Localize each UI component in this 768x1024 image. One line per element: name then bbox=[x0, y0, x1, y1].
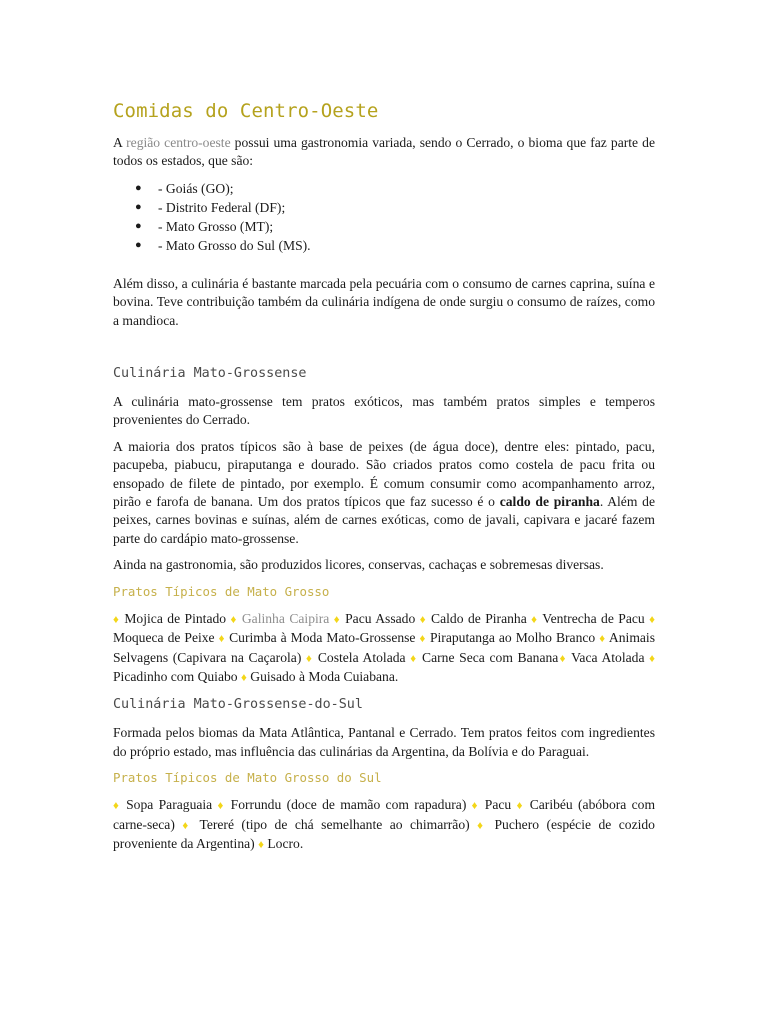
diamond-icon: ♦ bbox=[113, 800, 121, 813]
dish-item: Pacu bbox=[484, 797, 512, 813]
list-item: ● - Goiás (GO); bbox=[135, 180, 234, 196]
states-list bbox=[113, 179, 655, 255]
pecuaria-paragraph: Além disso, a culinária é bastante marcada pela pecuária com o consumo de carnes caprina, suína e bovina. Teve contribuição também da culinária indígena de onde surgiu o consumo de raízes, como a mandioca. bbox=[113, 275, 655, 328]
list-item: ● - Mato Grosso do Sul (MS). bbox=[135, 237, 311, 253]
diamond-icon: ♦ bbox=[410, 652, 418, 665]
dish-item: Vaca Atolada bbox=[571, 649, 645, 665]
diamond-icon: ♦ bbox=[258, 838, 264, 851]
dish-item: Sopa Paraguaia bbox=[126, 797, 213, 813]
dish-item: Tereré (tipo de chá semelhante ao chimarrão) bbox=[199, 816, 470, 832]
dish-item: Puchero (espécie de cozido proveniente da Argentina) bbox=[113, 816, 655, 851]
diamond-icon: ♦ bbox=[113, 613, 120, 626]
diamond-icon: ♦ bbox=[531, 613, 539, 626]
subheading-pratos-ms: Pratos Típicos de Mato Grosso do Sul bbox=[113, 770, 382, 786]
dish-item: Mojica de Pintado bbox=[124, 610, 227, 626]
diamond-icon: ♦ bbox=[419, 613, 427, 626]
diamond-icon: ♦ bbox=[230, 613, 238, 626]
diamond-icon: ♦ bbox=[599, 633, 606, 646]
dish-item: Forrundu (doce de mamão com rapadura) bbox=[230, 797, 467, 813]
dish-item: Caribéu (abóbora com carne-seca) bbox=[113, 797, 656, 832]
section-heading-ms: Culinária Mato-Grossense-do-Sul bbox=[113, 697, 363, 713]
dish-item: Moqueca de Peixe bbox=[113, 630, 215, 646]
dish-item[interactable]: Galinha Caipira bbox=[241, 610, 330, 626]
ms-paragraph-1: Formada pelos biomas da Mata Atlântica, Pantanal e Cerrado. Tem pratos feitos com ingredientes do próprio estado, mas influência das culinárias da Argentina, da Bolívia e do Paraguai. bbox=[113, 725, 655, 759]
mt-paragraph-3: Ainda na gastronomia, são produzidos licores, conservas, cachaças e sobremesas diversas. bbox=[113, 557, 604, 573]
dish-item: Curimba à Moda Mato-Grossense bbox=[229, 630, 416, 646]
dish-item: Caldo de Piranha bbox=[431, 610, 527, 626]
diamond-icon: ♦ bbox=[558, 652, 567, 665]
list-item: ● - Distrito Federal (DF); bbox=[135, 199, 286, 215]
dish-item: Guisado à Moda Cuiabana. bbox=[250, 668, 399, 684]
diamond-icon: ♦ bbox=[477, 819, 488, 832]
dish-item: Ventrecha de Pacu bbox=[542, 610, 645, 626]
diamond-icon: ♦ bbox=[182, 819, 193, 832]
bullet-icon: ● bbox=[135, 181, 142, 194]
intro-suffix: possui uma gastronomia variada, sendo o Cerrado, o bioma que faz parte de todos os estados, que são: bbox=[113, 135, 655, 169]
section-heading-mt: Culinária Mato-Grossense bbox=[113, 366, 307, 382]
document-content bbox=[113, 98, 655, 862]
diamond-icon: ♦ bbox=[419, 633, 426, 646]
dish-item: Pacu Assado bbox=[345, 610, 416, 626]
diamond-icon: ♦ bbox=[649, 652, 656, 665]
dish-item: Costela Atolada bbox=[317, 649, 406, 665]
dish-item: Piraputanga ao Molho Branco bbox=[429, 630, 596, 646]
regiao-link[interactable]: região centro-oeste bbox=[126, 135, 231, 150]
diamond-icon: ♦ bbox=[649, 613, 656, 626]
diamond-icon: ♦ bbox=[516, 800, 525, 813]
diamond-icon: ♦ bbox=[217, 800, 226, 813]
bullet-icon: ● bbox=[135, 219, 142, 232]
diamond-icon: ♦ bbox=[333, 613, 341, 626]
diamond-icon: ♦ bbox=[306, 652, 314, 665]
dish-list-ms bbox=[113, 796, 655, 854]
intro-paragraph bbox=[113, 134, 655, 171]
dish-item: Animais Selvagens (Capivara na Caçarola) bbox=[113, 630, 655, 665]
dish-item: Locro. bbox=[267, 835, 304, 851]
diamond-icon: ♦ bbox=[218, 633, 226, 646]
bullet-icon: ● bbox=[135, 238, 142, 251]
diamond-icon: ♦ bbox=[241, 671, 247, 684]
intro-prefix: A bbox=[113, 135, 127, 150]
dish-item: Picadinho com Quiabo bbox=[113, 668, 238, 684]
bullet-icon: ● bbox=[135, 200, 142, 213]
dish-item: Carne Seca com Banana bbox=[422, 649, 559, 665]
page-title: Comidas do Centro-Oeste bbox=[113, 100, 379, 122]
mt-paragraph-2: A maioria dos pratos típicos são à base de peixes (de água doce), dentre eles: pintado, pacu, pacupeba, piabucu, piraputanga e dourado. São criados pratos como costela de pacu frita ou ensopado de filete de pintado, por exemplo. É comum consumir como acompanhamento arroz, pirão e farofa de banana. Um dos pratos típicos que faz sucesso é o caldo de piranha. Além de peixes, carnes bovinas e suínas, além de carnes exóticas, como de javali, capivara e jacaré fazem parte do cardápio mato-grossense. bbox=[113, 438, 655, 546]
diamond-icon: ♦ bbox=[471, 800, 480, 813]
mt-paragraph-1: A culinária mato-grossense tem pratos exóticos, mas também pratos simples e temperos provenientes do Cerrado. bbox=[113, 394, 655, 428]
list-item: ● - Mato Grosso (MT); bbox=[135, 218, 274, 234]
caldo-piranha-highlight: caldo de piranha bbox=[499, 494, 600, 510]
subheading-pratos-mt: Pratos Típicos de Mato Grosso bbox=[113, 583, 330, 599]
dish-list-mt bbox=[113, 610, 655, 688]
